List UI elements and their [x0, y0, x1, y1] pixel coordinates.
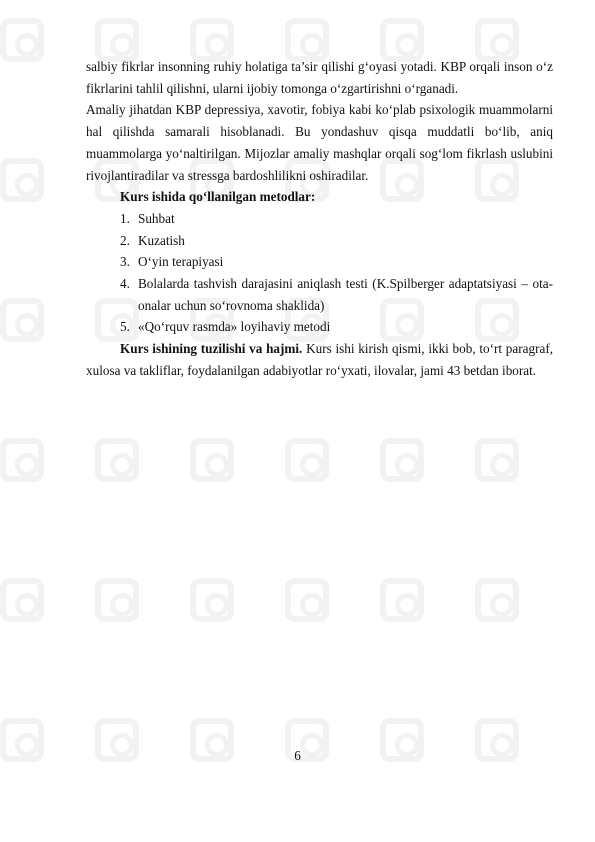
- page-number: 6: [294, 748, 301, 763]
- watermark-icon: [0, 578, 44, 622]
- list-item-text: Bolalarda tashvish darajasini aniqlash testi (K.Spilberger adaptatsiyasi – ota-onalar uchun so‘rovnoma shaklida): [138, 276, 553, 313]
- list-item: [86, 251, 553, 273]
- list-item-number: 5.: [120, 319, 130, 335]
- list-item-text: Suhbat: [138, 210, 175, 226]
- watermark-icon: [190, 438, 234, 482]
- list-item-number: 3.: [120, 254, 130, 270]
- structure-heading: Kurs ishining tuzilishi va hajmi.: [120, 341, 303, 357]
- watermark-icon: [95, 438, 139, 482]
- watermark-icon: [380, 438, 424, 482]
- list-item: [86, 316, 553, 338]
- structure-text: Kurs ishi kirish qismi, ikki bob, to‘rt paragraf, xulosa va takliflar, foydalanilgan adabiyotlar ro‘yxati, ilovalar, jami 43 betdan iborat.: [86, 341, 554, 378]
- list-item: [86, 230, 553, 252]
- list-item: [86, 208, 553, 230]
- watermark-icon: [95, 578, 139, 622]
- watermark-icon: [0, 18, 44, 62]
- watermark-icon: [285, 578, 329, 622]
- list-item-text: Kuzatish: [138, 232, 185, 248]
- watermark-icon: [380, 578, 424, 622]
- watermark-icon: [0, 438, 44, 482]
- watermark-icon: [475, 578, 519, 622]
- methods-list: [86, 208, 553, 338]
- watermark-icon: [475, 438, 519, 482]
- watermark-icon: [190, 578, 234, 622]
- paragraph-structure: [86, 338, 553, 381]
- list-item-number: 1.: [120, 210, 130, 226]
- paragraph-intro-continuation: salbiy fikrlar insonning ruhiy holatiga ta’sir qilishi g‘oyasi yotadi. KBP orqali inson o‘z fikrlarini tahlil qilishni, ularni ijobiy tomonga o‘zgartirishni o‘rganadi.: [86, 59, 553, 96]
- list-item-number: 2.: [120, 232, 130, 248]
- methods-heading: Kurs ishida qo‘llanilgan metodlar:: [120, 189, 316, 205]
- list-item: [86, 273, 553, 316]
- list-item-number: 4.: [120, 276, 130, 292]
- list-item-text: O‘yin terapiyasi: [138, 254, 224, 270]
- watermark-icon: [285, 438, 329, 482]
- page-body: [86, 56, 553, 382]
- watermark-icon: [0, 158, 44, 202]
- list-item-text: «Qo‘rquv rasmda» loyihaviy metodi: [138, 319, 331, 335]
- watermark-icon: [0, 298, 44, 342]
- paragraph-kbp-practical: Amaliy jihatdan KBP depressiya, xavotir, fobiya kabi ko‘plab psixologik muammolarni hal qilishda samarali hisoblanadi. Bu yondashuv qisqa muddatli bo‘lib, aniq muammolarga yo‘naltirilgan. Mijozlar amaliy mashqlar orqali sog‘lom fikrlash uslubini rivojlantiradilar va stressga bardoshlilikni oshiradilar.: [86, 102, 553, 183]
